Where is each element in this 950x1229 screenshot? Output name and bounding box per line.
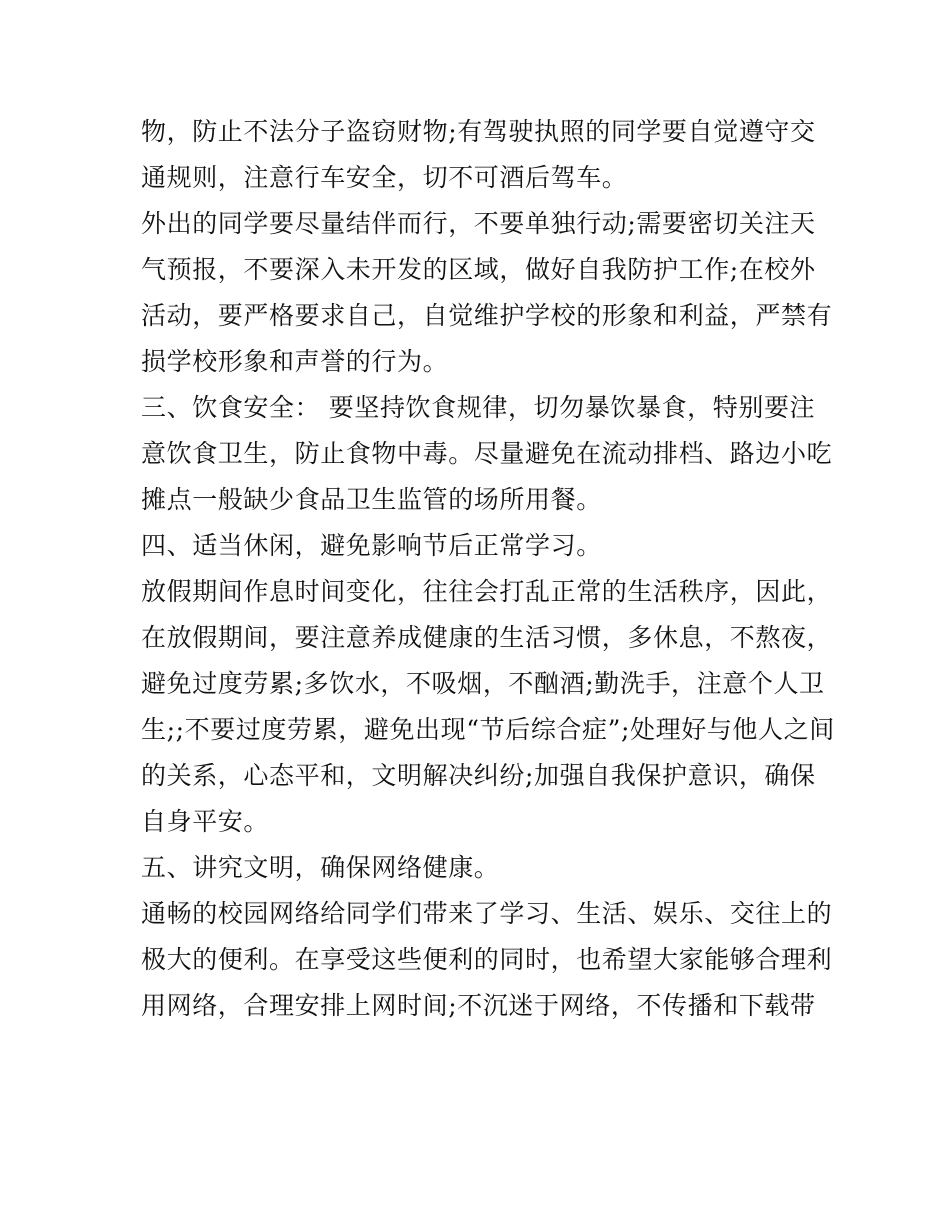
text-line: 极大的便利。在享受这些便利的同时，也希望大家能够合理利 <box>141 945 833 974</box>
section-heading-food-safety: 三、饮食安全： 要坚持饮食规律，切勿暴饮暴食，特别要注 <box>141 393 816 422</box>
text-line: 摊点一般缺少食品卫生监管的场所用餐。 <box>141 485 602 514</box>
text-line: 气预报，不要深入未开发的区域，做好自我防护工作;在校外 <box>141 255 816 284</box>
body-text <box>141 109 835 1029</box>
text-line: 外出的同学要尽量结伴而行，不要单独行动;需要密切关注天 <box>141 209 816 238</box>
text-line: 通规则，注意行车安全，切不可酒后驾车。 <box>141 163 628 192</box>
section-heading-leisure: 四、适当休闲，避免影响节后正常学习。 <box>141 531 602 560</box>
section-heading-network: 五、讲究文明，确保网络健康。 <box>141 853 500 882</box>
text-line: 避免过度劳累;多饮水，不吸烟，不酗酒;勤洗手，注意个人卫 <box>141 669 825 698</box>
text-line: 用网络，合理安排上网时间;不沉迷于网络，不传播和下载带 <box>141 991 816 1020</box>
text-line: 损学校形象和声誉的行为。 <box>141 347 449 376</box>
text-line: 放假期间作息时间变化，往往会打乱正常的生活秩序，因此， <box>141 577 833 606</box>
text-line: 生;;不要过度劳累，避免出现“节后综合症”;处理好与他人之间 <box>141 715 835 744</box>
text-line: 物，防止不法分子盗窃财物;有驾驶执照的同学要自觉遵守交 <box>141 117 816 146</box>
text-line: 的关系，心态平和，文明解决纠纷;加强自我保护意识，确保 <box>141 761 816 790</box>
text-line: 通畅的校园网络给同学们带来了学习、生活、娱乐、交往上的 <box>141 899 833 928</box>
text-line: 自身平安。 <box>141 807 270 836</box>
text-line: 活动，要严格要求自己，自觉维护学校的形象和利益，严禁有 <box>141 301 833 330</box>
text-line: 在放假期间，要注意养成健康的生活习惯，多休息，不熬夜， <box>141 623 833 652</box>
text-line: 意饮食卫生，防止食物中毒。尽量避免在流动排档、路边小吃 <box>141 439 833 468</box>
